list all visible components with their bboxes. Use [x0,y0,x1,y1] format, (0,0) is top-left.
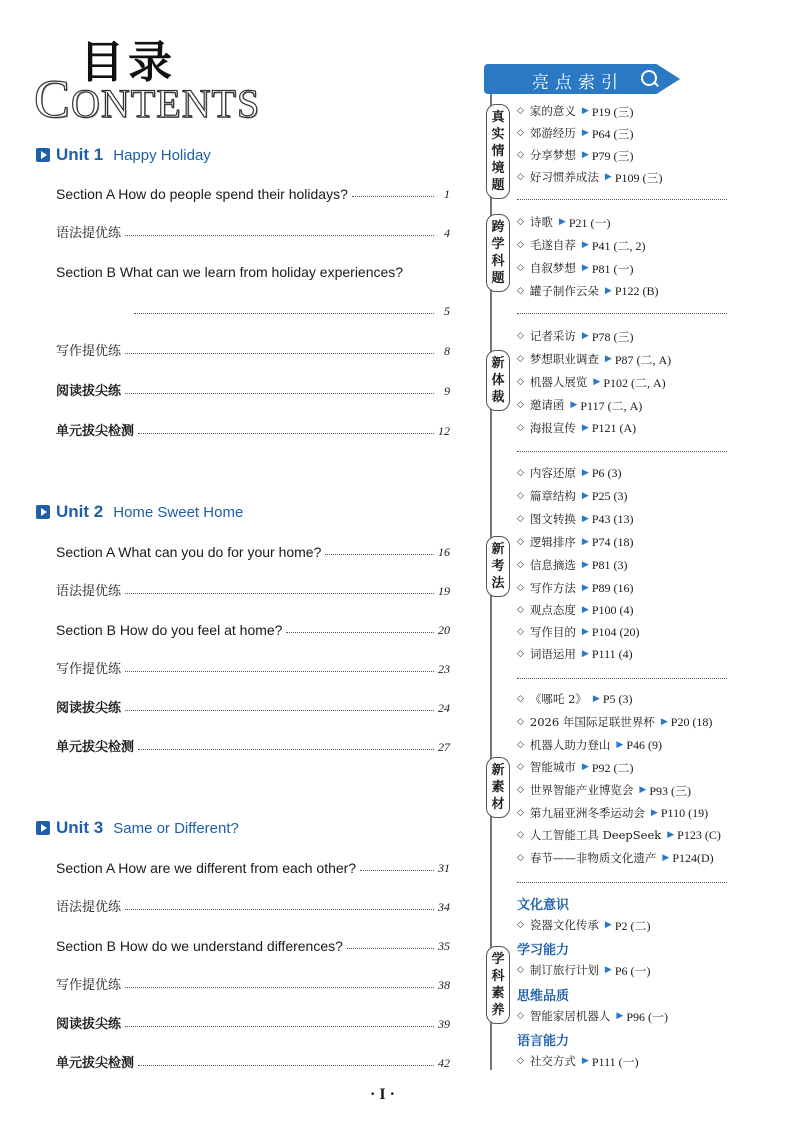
index-item[interactable]: ◇ 2026 年国际足联世界杯 ▶ P20 (18) [517,714,713,729]
index-item[interactable]: ◇ 机器人展览 ▶ P102 (二, A) [517,375,666,390]
index-item[interactable]: ◇ 家的意义 ▶ P19 (三) [517,104,634,119]
unit-3-heading[interactable] [36,815,239,841]
category-heading: 文化意识 [517,898,570,913]
separator [517,678,727,679]
index-item[interactable]: ◇ 瓷器文化传承 ▶ P2 (二) [517,918,651,933]
index-item[interactable]: ◇ 词语运用 ▶ P111 (4) [517,646,633,661]
toc-row[interactable]: 写作提优练 8 [56,344,450,359]
index-item[interactable]: ◇ 自叙梦想 ▶ P81 (一) [517,261,634,276]
category-heading: 学习能力 [517,943,570,958]
toc-row[interactable]: Section A How are we different from each other? 31 [56,860,450,876]
index-item[interactable]: ◇ 写作方法 ▶ P89 (16) [517,580,634,595]
index-item[interactable]: ◇ 邀请函 ▶ P117 (二, A) [517,398,643,413]
index-tag: 跨学科题 [486,214,510,292]
index-item[interactable]: ◇ 诗歌 ▶ P21 (一) [517,215,611,230]
toc-row[interactable]: Section B How do you feel at home? 20 [56,622,450,638]
index-item[interactable]: ◇ 制订旅行计划 ▶ P6 (一) [517,963,651,978]
index-tag: 真实情境题 [486,104,510,199]
index-item[interactable]: ◇ 郊游经历 ▶ P64 (三) [517,126,634,141]
index-item[interactable]: ◇ 记者采访 ▶ P78 (三) [517,329,634,344]
toc-row[interactable]: 单元拔尖检测 27 [56,740,450,755]
index-item[interactable]: ◇ 图文转换 ▶ P43 (13) [517,511,634,526]
play-arrow-icon [36,821,50,835]
index-item[interactable]: ◇ 春节——非物质文化遗产 ▶ P124(D) [517,850,714,865]
highlight-index-banner: 亮点索引 [484,64,680,94]
unit-title: Same or Different? [113,819,239,837]
toc-row[interactable]: 语法提优练 19 [56,584,450,599]
toc-row[interactable]: 单元拔尖检测 42 [56,1056,450,1071]
toc-row[interactable]: 语法提优练 34 [56,900,450,915]
index-item[interactable]: ◇ 分享梦想 ▶ P79 (三) [517,148,634,163]
index-tag: 新素材 [486,757,510,818]
toc-row[interactable]: Section A What can you do for your home? 16 [56,544,450,560]
toc-row-continuation[interactable]: 5 [130,297,450,319]
unit-number: Unit 3 [56,818,104,837]
index-item[interactable]: ◇ 罐子制作云朵 ▶ P122 (B) [517,283,659,298]
index-item[interactable]: ◇ 智能城市 ▶ P92 (二) [517,760,634,775]
index-item[interactable]: ◇ 世界智能产业博览会 ▶ P93 (三) [517,783,692,798]
separator [517,882,727,883]
index-item[interactable]: ◇ 第九届亚洲冬季运动会 ▶ P110 (19) [517,805,709,820]
index-item[interactable]: ◇ 毛遂自荐 ▶ P41 (二, 2) [517,238,646,253]
index-item[interactable]: ◇ 梦想职业调查 ▶ P87 (二, A) [517,352,672,367]
category-heading: 语言能力 [517,1034,570,1049]
unit-title: Happy Holiday [113,146,211,164]
index-item[interactable]: ◇ 写作目的 ▶ P104 (20) [517,624,640,639]
separator [517,199,727,200]
play-arrow-icon [36,505,50,519]
unit-2-heading[interactable] [36,499,243,525]
toc-row[interactable]: 单元拔尖检测 12 [56,424,450,439]
index-item[interactable]: ◇ 观点态度 ▶ P100 (4) [517,602,634,617]
toc-row[interactable]: 阅读拔尖练 24 [56,701,450,716]
index-item[interactable]: ◇ 智能家居机器人 ▶ P96 (一) [517,1009,669,1024]
toc-row[interactable]: 阅读拔尖练 39 [56,1017,450,1032]
category-heading: 思维品质 [517,989,570,1004]
wordmark-initial: C [34,69,72,129]
unit-number: Unit 1 [56,145,104,164]
index-tag: 新体裁 [486,350,510,411]
separator [517,313,727,314]
unit-1-heading[interactable] [36,142,211,168]
index-item[interactable]: ◇ 信息摘选 ▶ P81 (3) [517,557,628,572]
wordmark-rest: ONTENTS [71,81,261,126]
index-item[interactable]: ◇ 好习惯养成法 ▶ P109 (三) [517,170,663,185]
index-item[interactable]: ◇ 社交方式 ▶ P111 (一) [517,1054,639,1069]
play-arrow-icon [36,148,50,162]
page-number: · I · [370,1086,395,1103]
page-title: 目录 [80,37,176,88]
index-item[interactable]: ◇ 篇章结构 ▶ P25 (3) [517,488,628,503]
contents-wordmark [34,69,261,129]
index-tag: 新考法 [486,536,510,597]
toc-row[interactable]: Section B What can we learn from holiday experiences? [56,264,404,280]
search-icon [641,70,657,86]
toc-row[interactable]: Section A How do people spend their holidays? 1 [56,186,450,202]
toc-row[interactable]: 阅读拔尖练 9 [56,384,450,399]
index-item[interactable]: ◇ 人工智能工具 DeepSeek ▶ P123 (C) [517,827,721,842]
toc-row[interactable]: 语法提优练 4 [56,226,450,241]
toc-row[interactable]: Section B How do we understand differences? 35 [56,938,450,954]
unit-number: Unit 2 [56,502,104,521]
index-item[interactable]: ◇ 机器人助力登山 ▶ P46 (9) [517,737,663,752]
separator [517,451,727,452]
toc-row[interactable]: 写作提优练 38 [56,978,450,993]
index-item[interactable]: ◇ 逻辑排序 ▶ P74 (18) [517,534,634,549]
index-item[interactable]: ◇ 《哪吒 2》 ▶ P5 (3) [517,691,633,706]
index-item[interactable]: ◇ 海报宣传 ▶ P121 (A) [517,420,637,435]
index-item[interactable]: ◇ 内容还原 ▶ P6 (3) [517,465,622,480]
toc-row[interactable]: 写作提优练 23 [56,662,450,677]
unit-title: Home Sweet Home [113,503,244,521]
index-tag: 学科素养 [486,946,510,1024]
